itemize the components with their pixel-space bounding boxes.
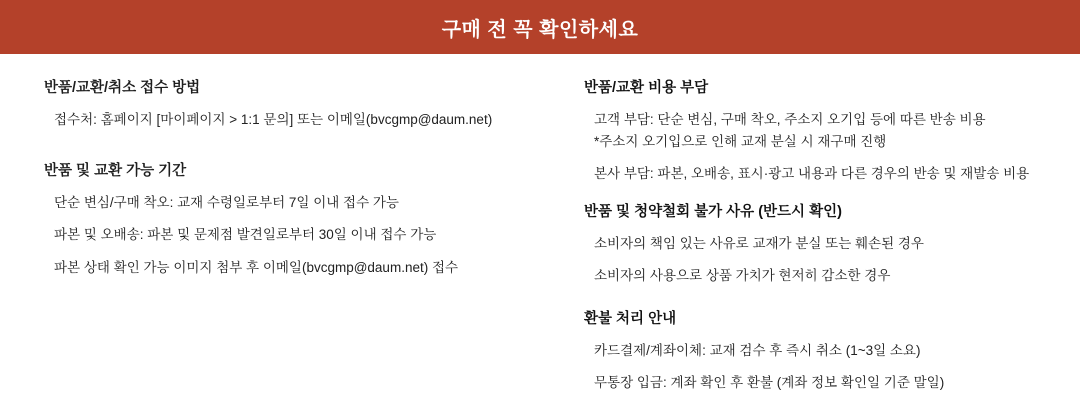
section-return-cost bbox=[584, 76, 1080, 184]
section-heading: 반품 및 교환 가능 기간 bbox=[44, 163, 187, 180]
section-line: 카드결제/계좌이체: 교재 검수 후 즉시 취소 (1~3일 소요) bbox=[594, 343, 921, 359]
section-heading: 반품/교환 비용 부담 bbox=[584, 80, 709, 96]
section-line: 고객 부담: 단순 변심, 구매 착오, 주소지 오기입 등에 따른 반송 비용 bbox=[594, 112, 986, 127]
section-line: 본사 부담: 파본, 오배송, 표시·광고 내용과 다른 경우의 반송 및 재발송 비용 bbox=[594, 166, 1030, 182]
content-columns bbox=[0, 54, 1080, 407]
left-column bbox=[0, 54, 540, 407]
section-line: 파본 상태 확인 가능 이미지 첨부 후 이메일(bvcgmp@daum.net) 접수 bbox=[54, 259, 459, 275]
section-line: 소비자의 책임 있는 사유로 교재가 분실 또는 훼손된 경우 bbox=[594, 235, 924, 251]
banner bbox=[0, 0, 1080, 54]
section-line: 무통장 입금: 계좌 확인 후 환불 (계좌 정보 확인일 기준 말일) bbox=[594, 375, 945, 391]
section-line: 소비자의 사용으로 상품 가치가 현저히 감소한 경우 bbox=[594, 267, 891, 283]
page-title: 구매 전 꼭 확인하세요 bbox=[441, 18, 639, 41]
section-line: 단순 변심/구매 착오: 교재 수령일로부터 7일 이내 접수 가능 bbox=[54, 195, 399, 211]
section-non-refundable bbox=[584, 200, 1080, 285]
section-heading: 반품/교환/취소 접수 방법 bbox=[44, 80, 201, 96]
section-return-period bbox=[44, 159, 540, 277]
section-return-method bbox=[44, 76, 540, 129]
section-line: 접수처: 홈페이지 [마이페이지 > 1:1 문의] 또는 이메일(bvcgmp@daum.net) bbox=[54, 112, 493, 127]
section-note: *주소지 오기입으로 인해 교재 분실 시 재구매 진행 bbox=[594, 134, 887, 150]
right-column bbox=[540, 54, 1080, 407]
section-heading: 반품 및 청약철회 불가 사유 (반드시 확인) bbox=[584, 203, 842, 220]
section-heading: 환불 처리 안내 bbox=[584, 311, 677, 328]
section-line: 파본 및 오배송: 파본 및 문제점 발견일로부터 30일 이내 접수 가능 bbox=[54, 227, 437, 243]
section-refund-process bbox=[584, 307, 1080, 392]
